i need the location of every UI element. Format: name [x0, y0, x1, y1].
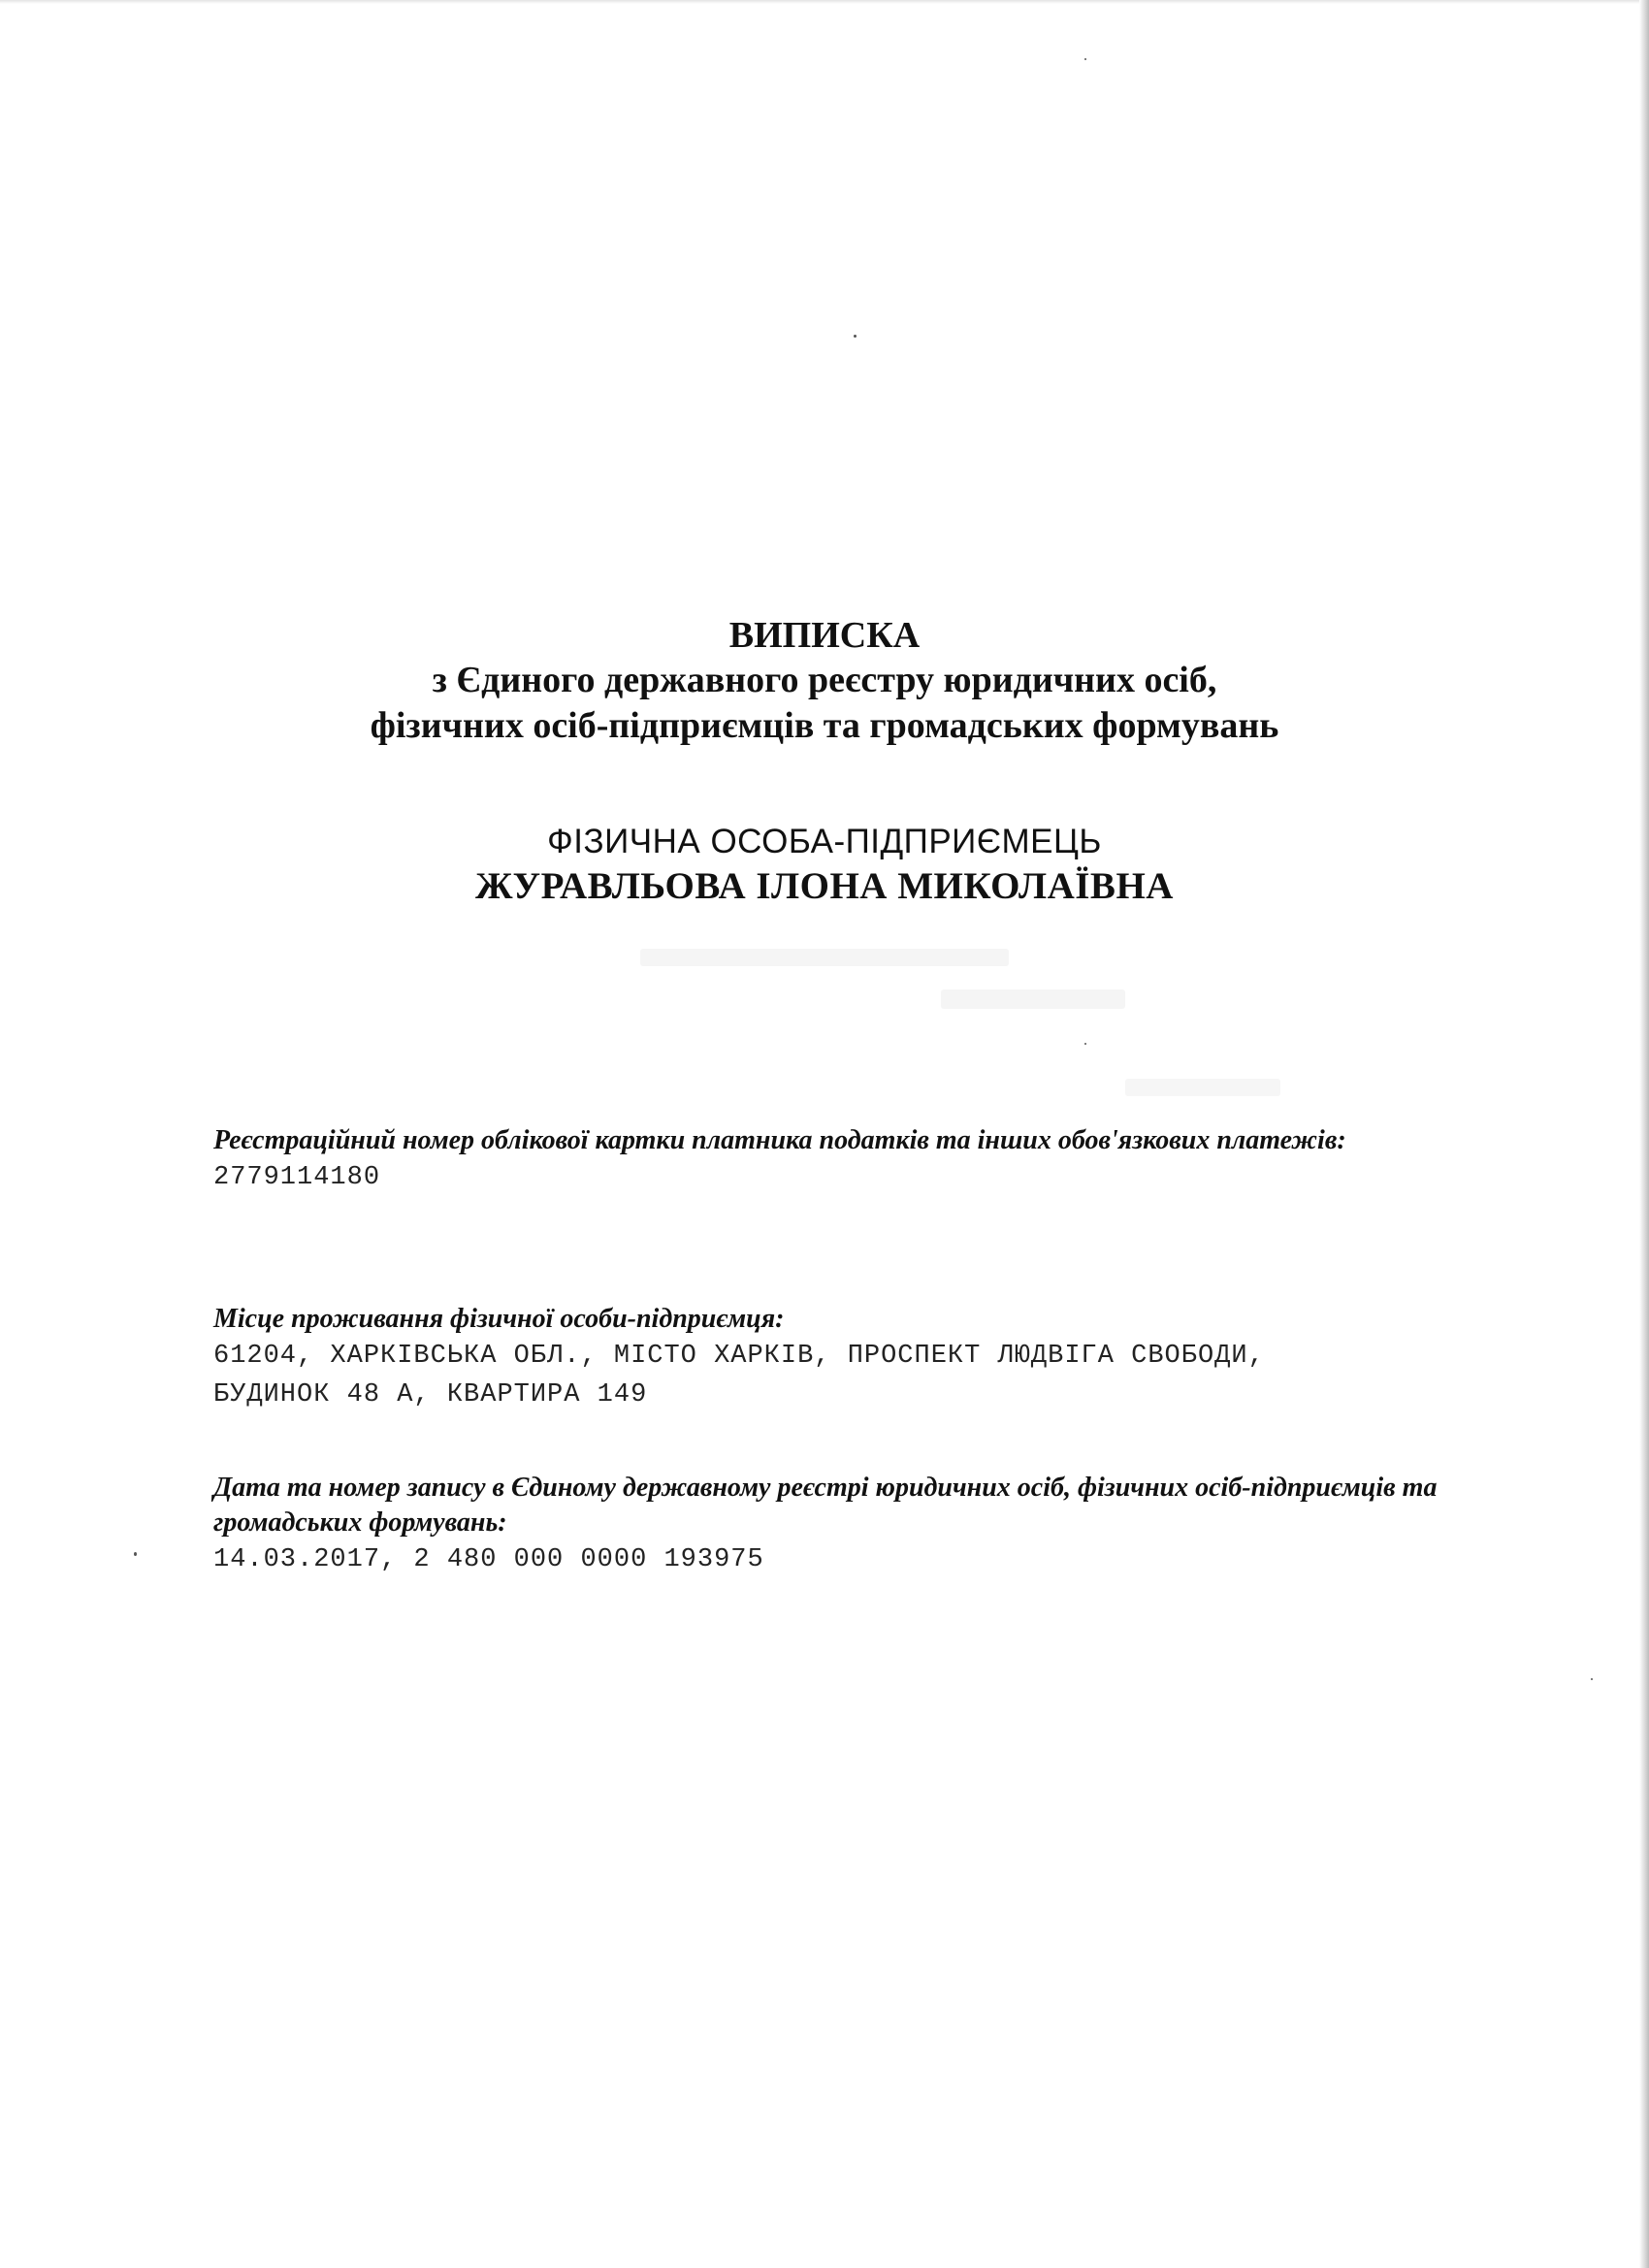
- entity-header: [0, 821, 1649, 910]
- scan-speck: [854, 335, 857, 338]
- entity-name: ЖУРАВЛЬОВА ІЛОНА МИКОЛАЇВНА: [475, 865, 1174, 907]
- registry-record-value: 14.03.2017, 2 480 000 0000 193975: [213, 1545, 764, 1574]
- residence-value-line-1: 61204, ХАРКІВСЬКА ОБЛ., МІСТО ХАРКІВ, ПРОСПЕКТ ЛЮДВІГА СВОБОДИ,: [213, 1342, 1265, 1371]
- scan-speck: [1591, 1678, 1593, 1680]
- scan-speck: [1084, 58, 1086, 60]
- document-subtitle-line-2: фізичних осіб-підприємців та громадських формувань: [370, 705, 1279, 746]
- tax-number-value: 2779114180: [213, 1163, 381, 1192]
- registry-record-field: [213, 1471, 1474, 1579]
- bleed-through-mark: [941, 989, 1125, 1009]
- document-title: ВИПИСКА: [728, 615, 921, 656]
- document-subtitle-line-1: з Єдиного державного реєстру юридичних осіб,: [432, 660, 1217, 700]
- scan-right-edge: [1639, 0, 1649, 2268]
- scan-top-edge: [0, 0, 1649, 4]
- scan-speck: [1084, 1043, 1086, 1045]
- registry-record-label: Дата та номер запису в Єдиному державному реєстрі юридичних осіб, фізичних осіб-підприємців та громадських формувань:: [213, 1473, 1438, 1538]
- document-header: [0, 613, 1649, 749]
- residence-field: [213, 1302, 1474, 1414]
- bleed-through-mark: [640, 949, 1009, 966]
- entity-type: ФІЗИЧНА ОСОБА-ПІДПРИЄМЕЦЬ: [547, 823, 1102, 860]
- bleed-through-mark: [1125, 1079, 1280, 1096]
- tax-number-field: [213, 1123, 1474, 1197]
- scan-speck: [134, 1552, 137, 1556]
- residence-value-line-2: БУДИНОК 48 А, КВАРТИРА 149: [213, 1380, 648, 1409]
- tax-number-label: Реєстраційний номер облікової картки платника податків та інших обов'язкових платежів:: [213, 1125, 1346, 1155]
- residence-label: Місце проживання фізичної особи-підприємця:: [213, 1304, 785, 1334]
